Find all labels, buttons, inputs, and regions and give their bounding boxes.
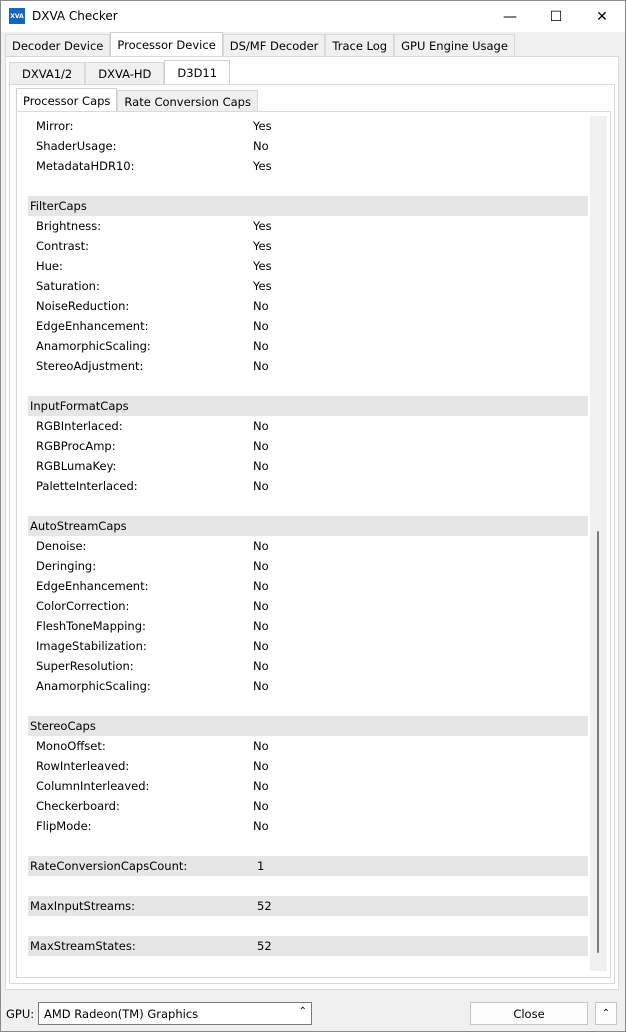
gpu-select-value: AMD Radeon(TM) Graphics (44, 1006, 199, 1021)
expand-button[interactable] (595, 1002, 617, 1025)
caps-row (28, 596, 588, 616)
caps-row (28, 136, 588, 156)
caps-key: RowInterleaved: (36, 759, 130, 773)
caps-value: No (253, 299, 269, 313)
caps-row (28, 776, 588, 796)
close-icon: ✕ (596, 8, 608, 25)
caps-value: No (253, 439, 269, 453)
caps-value: No (253, 539, 269, 553)
caps-row (28, 216, 588, 236)
section-header (28, 196, 588, 216)
caps-row (28, 456, 588, 476)
caps-value: No (253, 779, 269, 793)
caps-row (28, 416, 588, 436)
spacer-row (28, 876, 588, 896)
caps-key: FlipMode: (36, 819, 92, 833)
inner-tab-strip (16, 89, 258, 112)
caps-key: RGBInterlaced: (36, 419, 123, 433)
caps-key: InputFormatCaps (30, 399, 129, 413)
caps-row (28, 236, 588, 256)
section-header (28, 396, 588, 416)
window-title: DXVA Checker (32, 9, 118, 23)
caps-key: Saturation: (36, 279, 100, 293)
spacer-row (28, 176, 588, 196)
caps-row (28, 936, 588, 956)
caps-value: 52 (257, 939, 272, 953)
caps-row (28, 756, 588, 776)
caps-value: Yes (253, 259, 272, 273)
app-icon (9, 8, 25, 24)
caps-row (28, 296, 588, 316)
caps-value: No (253, 659, 269, 673)
tab-trace-log[interactable]: Trace Log (325, 34, 394, 56)
caps-value: 1 (257, 859, 265, 873)
caps-value: No (253, 799, 269, 813)
caps-key: MetadataHDR10: (36, 159, 135, 173)
caps-key: Checkerboard: (36, 799, 120, 813)
caps-key: EdgeEnhancement: (36, 319, 149, 333)
caps-row (28, 336, 588, 356)
caps-value: No (253, 339, 269, 353)
maximize-button[interactable] (533, 1, 579, 32)
caps-value: Yes (253, 219, 272, 233)
tab-dxva-hd[interactable]: DXVA-HD (85, 62, 164, 84)
caps-key: Mirror: (36, 119, 74, 133)
caps-value: No (253, 599, 269, 613)
spacer-row (28, 376, 588, 396)
caps-row (28, 436, 588, 456)
spacer-row (28, 916, 588, 936)
caps-key: NoiseReduction: (36, 299, 130, 313)
tab-gpu-engine-usage[interactable]: GPU Engine Usage (394, 34, 515, 56)
chevron-up-icon: ⌃ (298, 1006, 307, 1017)
gpu-select[interactable] (38, 1002, 312, 1025)
tab-ds-mf-decoder[interactable]: DS/MF Decoder (223, 34, 326, 56)
caps-row (28, 856, 588, 876)
caps-row (28, 816, 588, 836)
caps-value: No (253, 319, 269, 333)
chevron-up-icon: ⌃ (601, 1008, 611, 1019)
caps-row (28, 156, 588, 176)
caps-key: FilterCaps (30, 199, 87, 213)
caps-row (28, 676, 588, 696)
caps-row (28, 796, 588, 816)
caps-key: AnamorphicScaling: (36, 339, 151, 353)
caps-value: No (253, 559, 269, 573)
caps-value: No (253, 739, 269, 753)
caps-value: 52 (257, 899, 272, 913)
caps-key: RateConversionCapsCount: (30, 859, 188, 873)
caps-key: Deringing: (36, 559, 97, 573)
caps-row (28, 896, 588, 916)
caps-row (28, 616, 588, 636)
caps-key: ImageStabilization: (36, 639, 147, 653)
spacer-row (28, 696, 588, 716)
caps-row (28, 476, 588, 496)
caps-value: No (253, 579, 269, 593)
caps-key: MonoOffset: (36, 739, 106, 753)
caps-key: ColorCorrection: (36, 599, 130, 613)
caps-key: Denoise: (36, 539, 87, 553)
caps-value: Yes (253, 279, 272, 293)
vertical-scrollbar[interactable] (590, 116, 607, 971)
section-header (28, 716, 588, 736)
caps-key: StereoCaps (30, 719, 96, 733)
tab-rate-conversion-caps[interactable]: Rate Conversion Caps (117, 90, 258, 112)
caps-row (28, 316, 588, 336)
maximize-icon: ☐ (549, 8, 563, 25)
caps-key: AutoStreamCaps (30, 519, 127, 533)
tab-dxva12[interactable]: DXVA1/2 (9, 62, 85, 84)
caps-key: PaletteInterlaced: (36, 479, 138, 493)
caps-row (28, 356, 588, 376)
caps-key: Hue: (36, 259, 63, 273)
caps-row (28, 276, 588, 296)
caps-key: EdgeEnhancement: (36, 579, 149, 593)
minimize-icon: — (503, 8, 517, 25)
caps-value: No (253, 139, 269, 153)
caps-row (28, 536, 588, 556)
spacer-row (28, 836, 588, 856)
caps-row (28, 116, 588, 136)
caps-value: No (253, 459, 269, 473)
tab-processor-caps[interactable]: Processor Caps (16, 88, 117, 112)
caps-row (28, 656, 588, 676)
caps-key: AnamorphicScaling: (36, 679, 151, 693)
caps-list[interactable] (28, 116, 588, 973)
sub-tab-strip (9, 61, 230, 84)
bottom-bar (1, 998, 625, 1030)
caps-value: No (253, 639, 269, 653)
caps-value: No (253, 819, 269, 833)
caps-value: No (253, 679, 269, 693)
caps-row (28, 736, 588, 756)
caps-value: No (253, 479, 269, 493)
caps-key: Brightness: (36, 219, 102, 233)
tab-d3d11[interactable]: D3D11 (164, 60, 230, 84)
caps-value: No (253, 359, 269, 373)
caps-key: MaxInputStreams: (30, 899, 136, 913)
caps-key: FleshToneMapping: (36, 619, 146, 633)
caps-key: RGBProcAmp: (36, 439, 116, 453)
close-window-button[interactable] (579, 1, 625, 32)
caps-row (28, 256, 588, 276)
close-button[interactable]: Close (470, 1002, 588, 1025)
section-header (28, 516, 588, 536)
caps-key: StereoAdjustment: (36, 359, 144, 373)
tab-processor-device[interactable]: Processor Device (110, 32, 222, 56)
caps-key: ColumnInterleaved: (36, 779, 150, 793)
caps-row (28, 636, 588, 656)
caps-value: No (253, 619, 269, 633)
caps-key: ShaderUsage: (36, 139, 117, 153)
caps-value: Yes (253, 239, 272, 253)
caps-value: No (253, 419, 269, 433)
title-bar (1, 1, 625, 32)
caps-value: Yes (253, 159, 272, 173)
caps-value: Yes (253, 119, 272, 133)
caps-key: Contrast: (36, 239, 90, 253)
scrollbar-thumb[interactable] (597, 531, 599, 953)
caps-row (28, 556, 588, 576)
caps-key: RGBLumaKey: (36, 459, 117, 473)
main-tab-strip (5, 33, 515, 56)
caps-value: No (253, 759, 269, 773)
tab-decoder-device[interactable]: Decoder Device (5, 34, 110, 56)
caps-key: SuperResolution: (36, 659, 134, 673)
caps-key: MaxStreamStates: (30, 939, 136, 953)
gpu-label: GPU: (6, 1007, 35, 1021)
minimize-button[interactable] (487, 1, 533, 32)
caps-row (28, 576, 588, 596)
app-icon-label: XVA (10, 12, 24, 20)
spacer-row (28, 496, 588, 516)
